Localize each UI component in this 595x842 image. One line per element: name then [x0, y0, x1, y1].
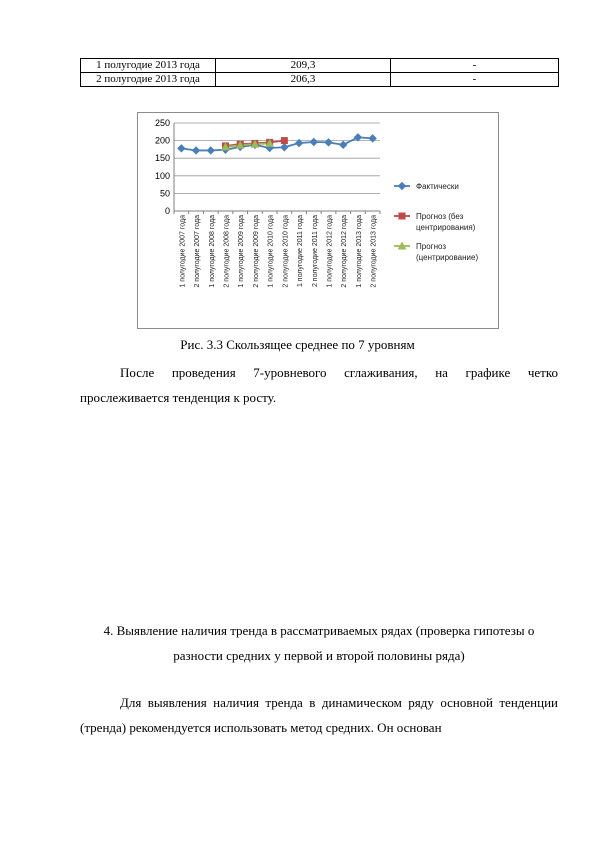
data-point	[178, 145, 185, 152]
x-tick-label: 2 полугодие 2010 года	[282, 215, 290, 288]
y-tick-label: 50	[159, 188, 170, 199]
chart	[137, 112, 499, 329]
x-tick-label: 1 полугодие 2012 года	[326, 215, 334, 288]
y-tick-label: 100	[154, 170, 170, 181]
data-table	[80, 58, 559, 87]
legend-label: Прогноз (без центрирования)	[416, 212, 476, 232]
x-tick-label: 2 полугодие 2009 года	[252, 215, 260, 288]
table-row	[81, 73, 559, 87]
paragraph: Для выявления наличия тренда в динамическом ряду основной тенденции (тренда) рекомендуется использовать метод средних. Он основан	[80, 695, 558, 735]
table-row	[81, 59, 559, 73]
data-point	[310, 139, 317, 146]
data-point	[281, 138, 287, 144]
section-heading: 4. Выявление наличия тренда в рассматриваемых рядах (проверка гипотезы о разности средних у первой и второй половины ряда)	[103, 623, 535, 663]
y-tick-label: 150	[154, 153, 170, 164]
data-point	[193, 147, 200, 154]
x-tick-label: 1 полугодие 2013 года	[355, 215, 363, 288]
table-cell: 209,3	[216, 59, 391, 73]
y-tick-label: 0	[164, 206, 170, 216]
data-point	[325, 139, 332, 146]
x-tick-label: 2 полугодие 2011 года	[311, 215, 319, 288]
x-tick-label: 2 полугодие 2008 года	[223, 215, 231, 288]
figure-caption: Рис. 3.3 Скользящее среднее по 7 уровням	[180, 337, 415, 352]
data-point	[399, 183, 406, 190]
paragraph: После проведения 7-уровневого сглаживания, на графике четко прослеживается тенденция к росту.	[80, 365, 558, 405]
y-tick-label: 200	[154, 135, 170, 146]
data-point	[340, 141, 347, 148]
x-tick-label: 1 полугодие 2008 года	[208, 215, 216, 288]
data-point	[354, 134, 361, 141]
data-point	[281, 144, 288, 151]
chart-svg	[138, 113, 498, 328]
table-cell: -	[391, 73, 559, 87]
x-tick-label: 2 полугодие 2013 года	[370, 215, 378, 288]
table-cell: 1 полугодие 2013 года	[81, 59, 216, 73]
x-tick-label: 1 полугодие 2011 года	[297, 215, 305, 288]
x-tick-label: 1 полугодие 2009 года	[238, 215, 246, 288]
x-tick-label: 2 полугодие 2012 года	[341, 215, 349, 288]
data-point	[399, 213, 405, 219]
x-tick-label: 1 полугодие 2010 года	[267, 215, 275, 288]
x-tick-label: 2 полугодие 2007 года	[194, 215, 202, 288]
legend-label: Прогноз (центрирование)	[416, 242, 479, 262]
y-tick-label: 250	[154, 118, 170, 128]
data-point	[207, 147, 214, 154]
table-cell: -	[391, 59, 559, 73]
legend-label: Фактически	[416, 182, 459, 191]
x-tick-label: 1 полугодие 2007 года	[179, 215, 187, 288]
table-cell: 206,3	[216, 73, 391, 87]
table-cell: 2 полугодие 2013 года	[81, 73, 216, 87]
